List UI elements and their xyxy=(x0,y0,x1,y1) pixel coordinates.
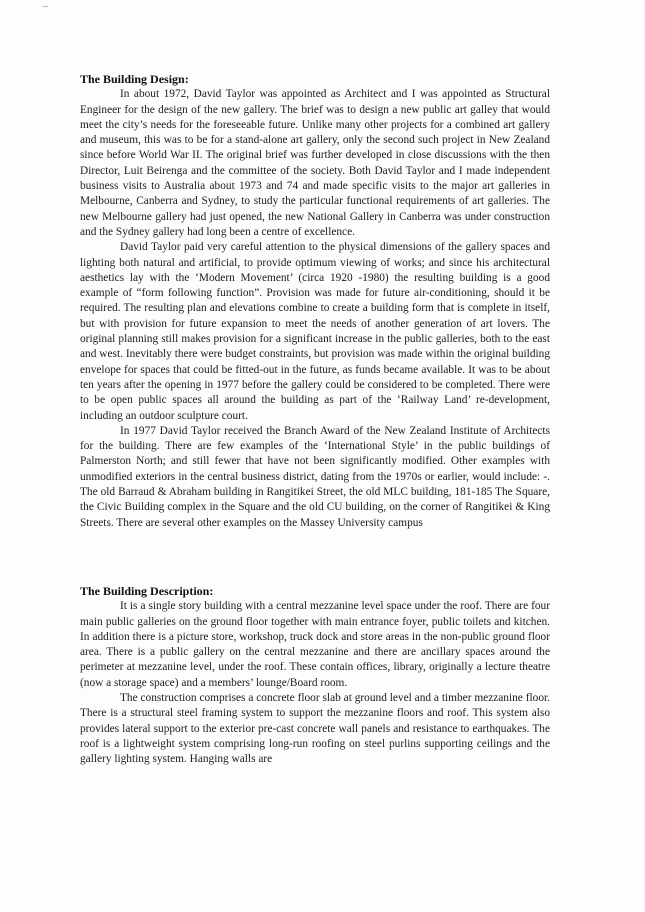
paragraph: The construction comprises a concrete floor slab at ground level and a timber mezzanine floor. There is a structural steel framing system to support the mezzanine floors and roof. This system also provides lateral support to the exterior pre-cast concrete wall panels and resistance to earthquakes. The roof is a lightweight system comprising long-run roofing on steel purlins supporting ceilings and the gallery lighting system. Hanging walls are xyxy=(80,691,550,766)
section-heading: The Building Description: xyxy=(80,583,214,598)
document-body xyxy=(80,72,550,767)
section-heading: The Building Design: xyxy=(80,72,189,86)
paragraph: It is a single story building with a central mezzanine level space under the roof. There are four main public galleries on the ground floor together with main entrance foyer, public toilets and kitchen. In addition there is a picture store, workshop, truck dock and store areas in the non-public ground floor area. There is a public gallery on the central mezzanine and there are ancillary spaces around the perimeter at mezzanine level, under the roof. These contain offices, library, originally a lecture theatre (now a storage space) and a members’ lounge/Board room. xyxy=(80,600,550,689)
section-building-description xyxy=(80,584,550,768)
paragraph: In 1977 David Taylor received the Branch Award of the New Zealand Institute of Architects for the building. There are few examples of the ‘International Style’ in the public buildings of Palmerston North; and still fewer that have not been significantly modified. Other examples with unmodified exteriors in the central business district, dating from the 1970s or earlier, would include: -. The old Barraud & Abraham building in Rangitikei Street, the old MLC building, 181-185 The Square, the Civic Building complex in the Square and the old CU building, on the corner of Rangitikei & King Streets. There are several other examples on the Massey University campus xyxy=(80,424,550,529)
paragraph: David Taylor paid very careful attention to the physical dimensions of the gallery spaces and lighting both natural and artificial, to provide optimum viewing of works; and since his architectural aesthetics lay with the ‘Modern Movement’ (circa 1920 -1980) the resulting building is a good example of “form following function”. Provision was made for future air-conditioning, should it be required. The resulting plan and elevations combine to create a building form that is complete in itself, but with provision for future expansion to meet the needs of another generation of art lovers. The original planning still makes provision for a significant increase in the public galleries, both to the east and west. Inevitably there were budget constraints, but provision was made within the original building envelope for spaces that could be fitted-out in the future, as funds became available. It was to be about ten years after the opening in 1977 before the gallery could be considered to be completed. There were to be open public spaces all around the building as part of the ‘Railway Land’ re-development, including an outdoor sculpture court. xyxy=(80,241,550,422)
section-gap xyxy=(80,531,550,584)
scan-mark xyxy=(42,6,48,7)
paragraph: In about 1972, David Taylor was appointed as Architect and I was appointed as Structural Engineer for the design of the new gallery. The brief was to design a new public art galley that would meet the city’s needs for the foreseeable future. Unlike many other projects for a combined art gallery and museum, this was to be for a stand-alone art gallery, only the second such project in New Zealand since before World War II. The original brief was further developed in close discussions with the then Director, Luit Beirenga and the committee of the society. Both David Taylor and I made independent business visits to Australia about 1973 and 74 and made specific visits to the major art galleries in Melbourne, Canberra and Sydney, to study the particular functional requirements of art galleries. The new Melbourne gallery had just opened, the new National Gallery in Canberra was under construction and the Sydney gallery had long been a centre of excellence. xyxy=(80,88,550,238)
section-building-design xyxy=(80,72,550,531)
